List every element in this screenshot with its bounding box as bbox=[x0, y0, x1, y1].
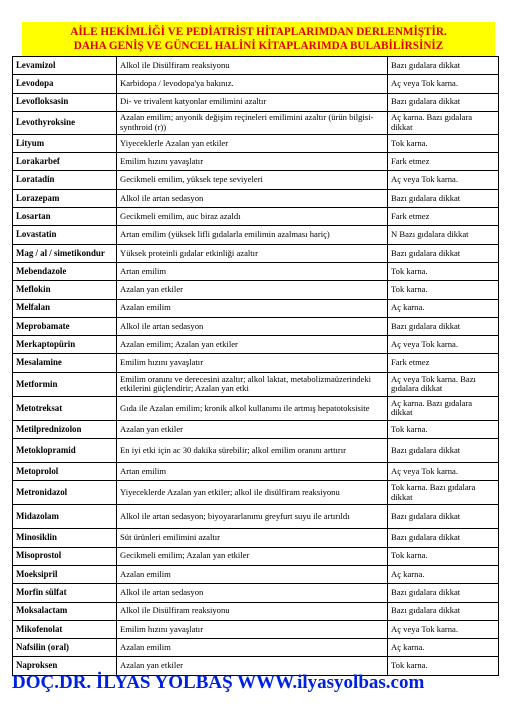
recommendation-cell: Aç veya Tok karna. bbox=[388, 336, 499, 354]
drug-name-cell: Mag / al / simetikondur bbox=[13, 244, 117, 262]
recommendation-cell: Tok karna. bbox=[388, 134, 499, 152]
table-row bbox=[13, 481, 499, 505]
table-row bbox=[13, 354, 499, 372]
recommendation-cell: Aç veya Tok karna. bbox=[388, 463, 499, 481]
drug-name-cell: Levothyroksine bbox=[13, 111, 117, 134]
drug-name-cell: Mesalamine bbox=[13, 354, 117, 372]
drug-name-cell: Lityum bbox=[13, 134, 117, 152]
drug-name-cell: Nafsilin (oral) bbox=[13, 639, 117, 657]
recommendation-cell: Aç veya Tok karna. bbox=[388, 620, 499, 638]
recommendation-cell: Aç karna. bbox=[388, 299, 499, 317]
food-effect-cell: Azalan yan etkiler bbox=[117, 281, 388, 299]
table-row bbox=[13, 505, 499, 529]
drug-name-cell: Metronidazol bbox=[13, 481, 117, 505]
drug-name-cell: Metilprednizolon bbox=[13, 420, 117, 438]
header-line-1: AİLE HEKİMLİĞİ VE PEDİATRİST HİTAPLARIMDAN DERLENMİŞTİR. bbox=[70, 26, 447, 38]
table-row bbox=[13, 420, 499, 438]
drug-name-cell: Mikofenolat bbox=[13, 620, 117, 638]
recommendation-cell: Bazı gıdalara dikkat bbox=[388, 317, 499, 335]
drug-name-cell: Lorakarbef bbox=[13, 153, 117, 171]
table-row bbox=[13, 639, 499, 657]
drug-name-cell: Naproksen bbox=[13, 657, 117, 675]
drug-name-cell: Losartan bbox=[13, 208, 117, 226]
footer-author-website: DOÇ.DR. İLYAS YOLBAŞ WWW.ilyasyolbas.com bbox=[12, 672, 425, 693]
recommendation-cell: Aç karna. bbox=[388, 565, 499, 583]
table-row bbox=[13, 584, 499, 602]
table-row bbox=[13, 565, 499, 583]
recommendation-cell: Aç veya Tok karna. bbox=[388, 171, 499, 189]
recommendation-cell: Fark etmez bbox=[388, 153, 499, 171]
recommendation-cell: Aç veya Tok karna. Bazı gıdalara dikkat bbox=[388, 372, 499, 396]
drug-name-cell: Morfin sülfat bbox=[13, 584, 117, 602]
food-effect-cell: Artan emilim bbox=[117, 463, 388, 481]
table-row bbox=[13, 317, 499, 335]
recommendation-cell: Bazı gıdalara dikkat bbox=[388, 529, 499, 547]
recommendation-cell: Bazı gıdalara dikkat bbox=[388, 244, 499, 262]
drug-name-cell: Melfalan bbox=[13, 299, 117, 317]
table-row bbox=[13, 153, 499, 171]
food-effect-cell: Alkol ile artan sedasyon bbox=[117, 584, 388, 602]
table-row bbox=[13, 547, 499, 565]
food-effect-cell: Artan emilim bbox=[117, 262, 388, 280]
food-effect-cell: Alkol ile Disülfiram reaksiyonu bbox=[117, 602, 388, 620]
food-effect-cell: Azalan emilim; anyonik değişim reçineleri emilimini azaltır (ürün bilgisi-synthroid (r)) bbox=[117, 111, 388, 134]
drug-name-cell: Levamizol bbox=[13, 57, 117, 75]
header-line-2: DAHA GENİŞ VE GÜNCEL HALİNİ KİTAPLARIMDA BULABİLİRSİNİZ bbox=[73, 40, 444, 52]
table-row bbox=[13, 396, 499, 420]
food-effect-cell: Süt ürünleri emilimini azaltır bbox=[117, 529, 388, 547]
recommendation-cell: Fark etmez bbox=[388, 208, 499, 226]
table-row bbox=[13, 463, 499, 481]
table-row bbox=[13, 111, 499, 134]
food-effect-cell: Karbidopa / levodopa'ya bakınız. bbox=[117, 75, 388, 93]
table-row bbox=[13, 208, 499, 226]
drug-name-cell: Meprobamate bbox=[13, 317, 117, 335]
drug-name-cell: Meflokin bbox=[13, 281, 117, 299]
food-effect-cell: Yüksek proteinli gıdalar etkinliği azaltır bbox=[117, 244, 388, 262]
recommendation-cell: Aç karna. Bazı gıdalara dikkat bbox=[388, 396, 499, 420]
recommendation-cell: N Bazı gıdalara dikkat bbox=[388, 226, 499, 244]
food-effect-cell: Azalan yan etkiler bbox=[117, 657, 388, 675]
food-effect-cell: Alkol ile artan sedasyon; biyoyararlanımı greyfurt suyu ile artırıldı bbox=[117, 505, 388, 529]
drug-name-cell: Levodopa bbox=[13, 75, 117, 93]
food-effect-cell: Artan emilim (yüksek lifli gıdalarla emilimin azalması hariç) bbox=[117, 226, 388, 244]
recommendation-cell: Bazı gıdalara dikkat bbox=[388, 602, 499, 620]
food-effect-cell: En iyi etki için ac 30 dakika sürebilir; alkol emilim oranını arttırır bbox=[117, 439, 388, 463]
drug-name-cell: Merkaptopürin bbox=[13, 336, 117, 354]
drug-name-cell: Minosiklin bbox=[13, 529, 117, 547]
recommendation-cell: Tok karna. bbox=[388, 420, 499, 438]
table-row bbox=[13, 226, 499, 244]
drug-name-cell: Metoprolol bbox=[13, 463, 117, 481]
recommendation-cell: Bazı gıdalara dikkat bbox=[388, 439, 499, 463]
table-row bbox=[13, 262, 499, 280]
recommendation-cell: Bazı gıdalara dikkat bbox=[388, 57, 499, 75]
table-row bbox=[13, 171, 499, 189]
table-row bbox=[13, 439, 499, 463]
recommendation-cell: Fark etmez bbox=[388, 354, 499, 372]
table-row bbox=[13, 57, 499, 75]
table-row bbox=[13, 336, 499, 354]
recommendation-cell: Tok karna. bbox=[388, 547, 499, 565]
drug-name-cell: Levofloksasin bbox=[13, 93, 117, 111]
food-effect-cell: Yiyeceklerle Azalan yan etkiler bbox=[117, 134, 388, 152]
drug-name-cell: Midazolam bbox=[13, 505, 117, 529]
recommendation-cell: Bazı gıdalara dikkat bbox=[388, 93, 499, 111]
drug-name-cell: Lovastatin bbox=[13, 226, 117, 244]
drug-name-cell: Metoklopramid bbox=[13, 439, 117, 463]
table-row bbox=[13, 299, 499, 317]
drug-name-cell: Lorazepam bbox=[13, 189, 117, 207]
drug-name-cell: Misoprostol bbox=[13, 547, 117, 565]
table-row bbox=[13, 93, 499, 111]
drug-name-cell: Metotreksat bbox=[13, 396, 117, 420]
drug-food-interaction-table bbox=[12, 56, 499, 676]
food-effect-cell: Emilim hızını yavaşlatır bbox=[117, 620, 388, 638]
table-row bbox=[13, 281, 499, 299]
food-effect-cell: Emilim hızını yavaşlatır bbox=[117, 354, 388, 372]
table-row bbox=[13, 189, 499, 207]
food-effect-cell: Gecikmeli emilim, yüksek tepe seviyeleri bbox=[117, 171, 388, 189]
food-effect-cell: Yiyeceklerde Azalan yan etkiler; alkol ile disülfiram reaksiyonu bbox=[117, 481, 388, 505]
recommendation-cell: Aç karna. bbox=[388, 639, 499, 657]
drug-name-cell: Metformin bbox=[13, 372, 117, 396]
table-row bbox=[13, 244, 499, 262]
drug-name-cell: Moksalactam bbox=[13, 602, 117, 620]
recommendation-cell: Bazı gıdalara dikkat bbox=[388, 189, 499, 207]
recommendation-cell: Tok karna. bbox=[388, 657, 499, 675]
drug-name-cell: Mebendazole bbox=[13, 262, 117, 280]
food-effect-cell: Alkol ile artan sedasyon bbox=[117, 317, 388, 335]
food-effect-cell: Emilim hızını yavaşlatır bbox=[117, 153, 388, 171]
food-effect-cell: Gıda ile Azalan emilim; kronik alkol kullanımı ile artmış hepatotoksisite bbox=[117, 396, 388, 420]
table-row bbox=[13, 529, 499, 547]
table-row bbox=[13, 620, 499, 638]
food-effect-cell: Azalan emilim bbox=[117, 639, 388, 657]
recommendation-cell: Tok karna. Bazı gıdalara dikkat bbox=[388, 481, 499, 505]
table-row bbox=[13, 134, 499, 152]
table-row bbox=[13, 372, 499, 396]
food-effect-cell: Gecikmeli emilim, auc biraz azaldı bbox=[117, 208, 388, 226]
food-effect-cell: Azalan yan etkiler bbox=[117, 420, 388, 438]
food-effect-cell: Alkol ile Disülfiram reaksiyonu bbox=[117, 57, 388, 75]
food-effect-cell: Di- ve trivalent katyonlar emilimini azaltır bbox=[117, 93, 388, 111]
table-row bbox=[13, 602, 499, 620]
food-effect-cell: Gecikmeli emilim; Azalan yan etkiler bbox=[117, 547, 388, 565]
drug-name-cell: Loratadin bbox=[13, 171, 117, 189]
food-effect-cell: Azalan emilim bbox=[117, 299, 388, 317]
recommendation-cell: Bazı gıdalara dikkat bbox=[388, 584, 499, 602]
food-effect-cell: Azalan emilim bbox=[117, 565, 388, 583]
recommendation-cell: Aç karna. Bazı gıdalara dikkat bbox=[388, 111, 499, 134]
food-effect-cell: Alkol ile artan sedasyon bbox=[117, 189, 388, 207]
recommendation-cell: Bazı gıdalara dikkat bbox=[388, 505, 499, 529]
drug-name-cell: Moeksipril bbox=[13, 565, 117, 583]
recommendation-cell: Aç veya Tok karna. bbox=[388, 75, 499, 93]
table-row bbox=[13, 75, 499, 93]
food-effect-cell: Azalan emilim; Azalan yan etkiler bbox=[117, 336, 388, 354]
recommendation-cell: Tok karna. bbox=[388, 281, 499, 299]
recommendation-cell: Tok karna. bbox=[388, 262, 499, 280]
page-header bbox=[22, 22, 495, 56]
food-effect-cell: Emilim oranını ve derecesini azaltır; alkol laktat, metabolizmaüzerindeki etkilerini güçlendirir; Azalan yan etki bbox=[117, 372, 388, 396]
